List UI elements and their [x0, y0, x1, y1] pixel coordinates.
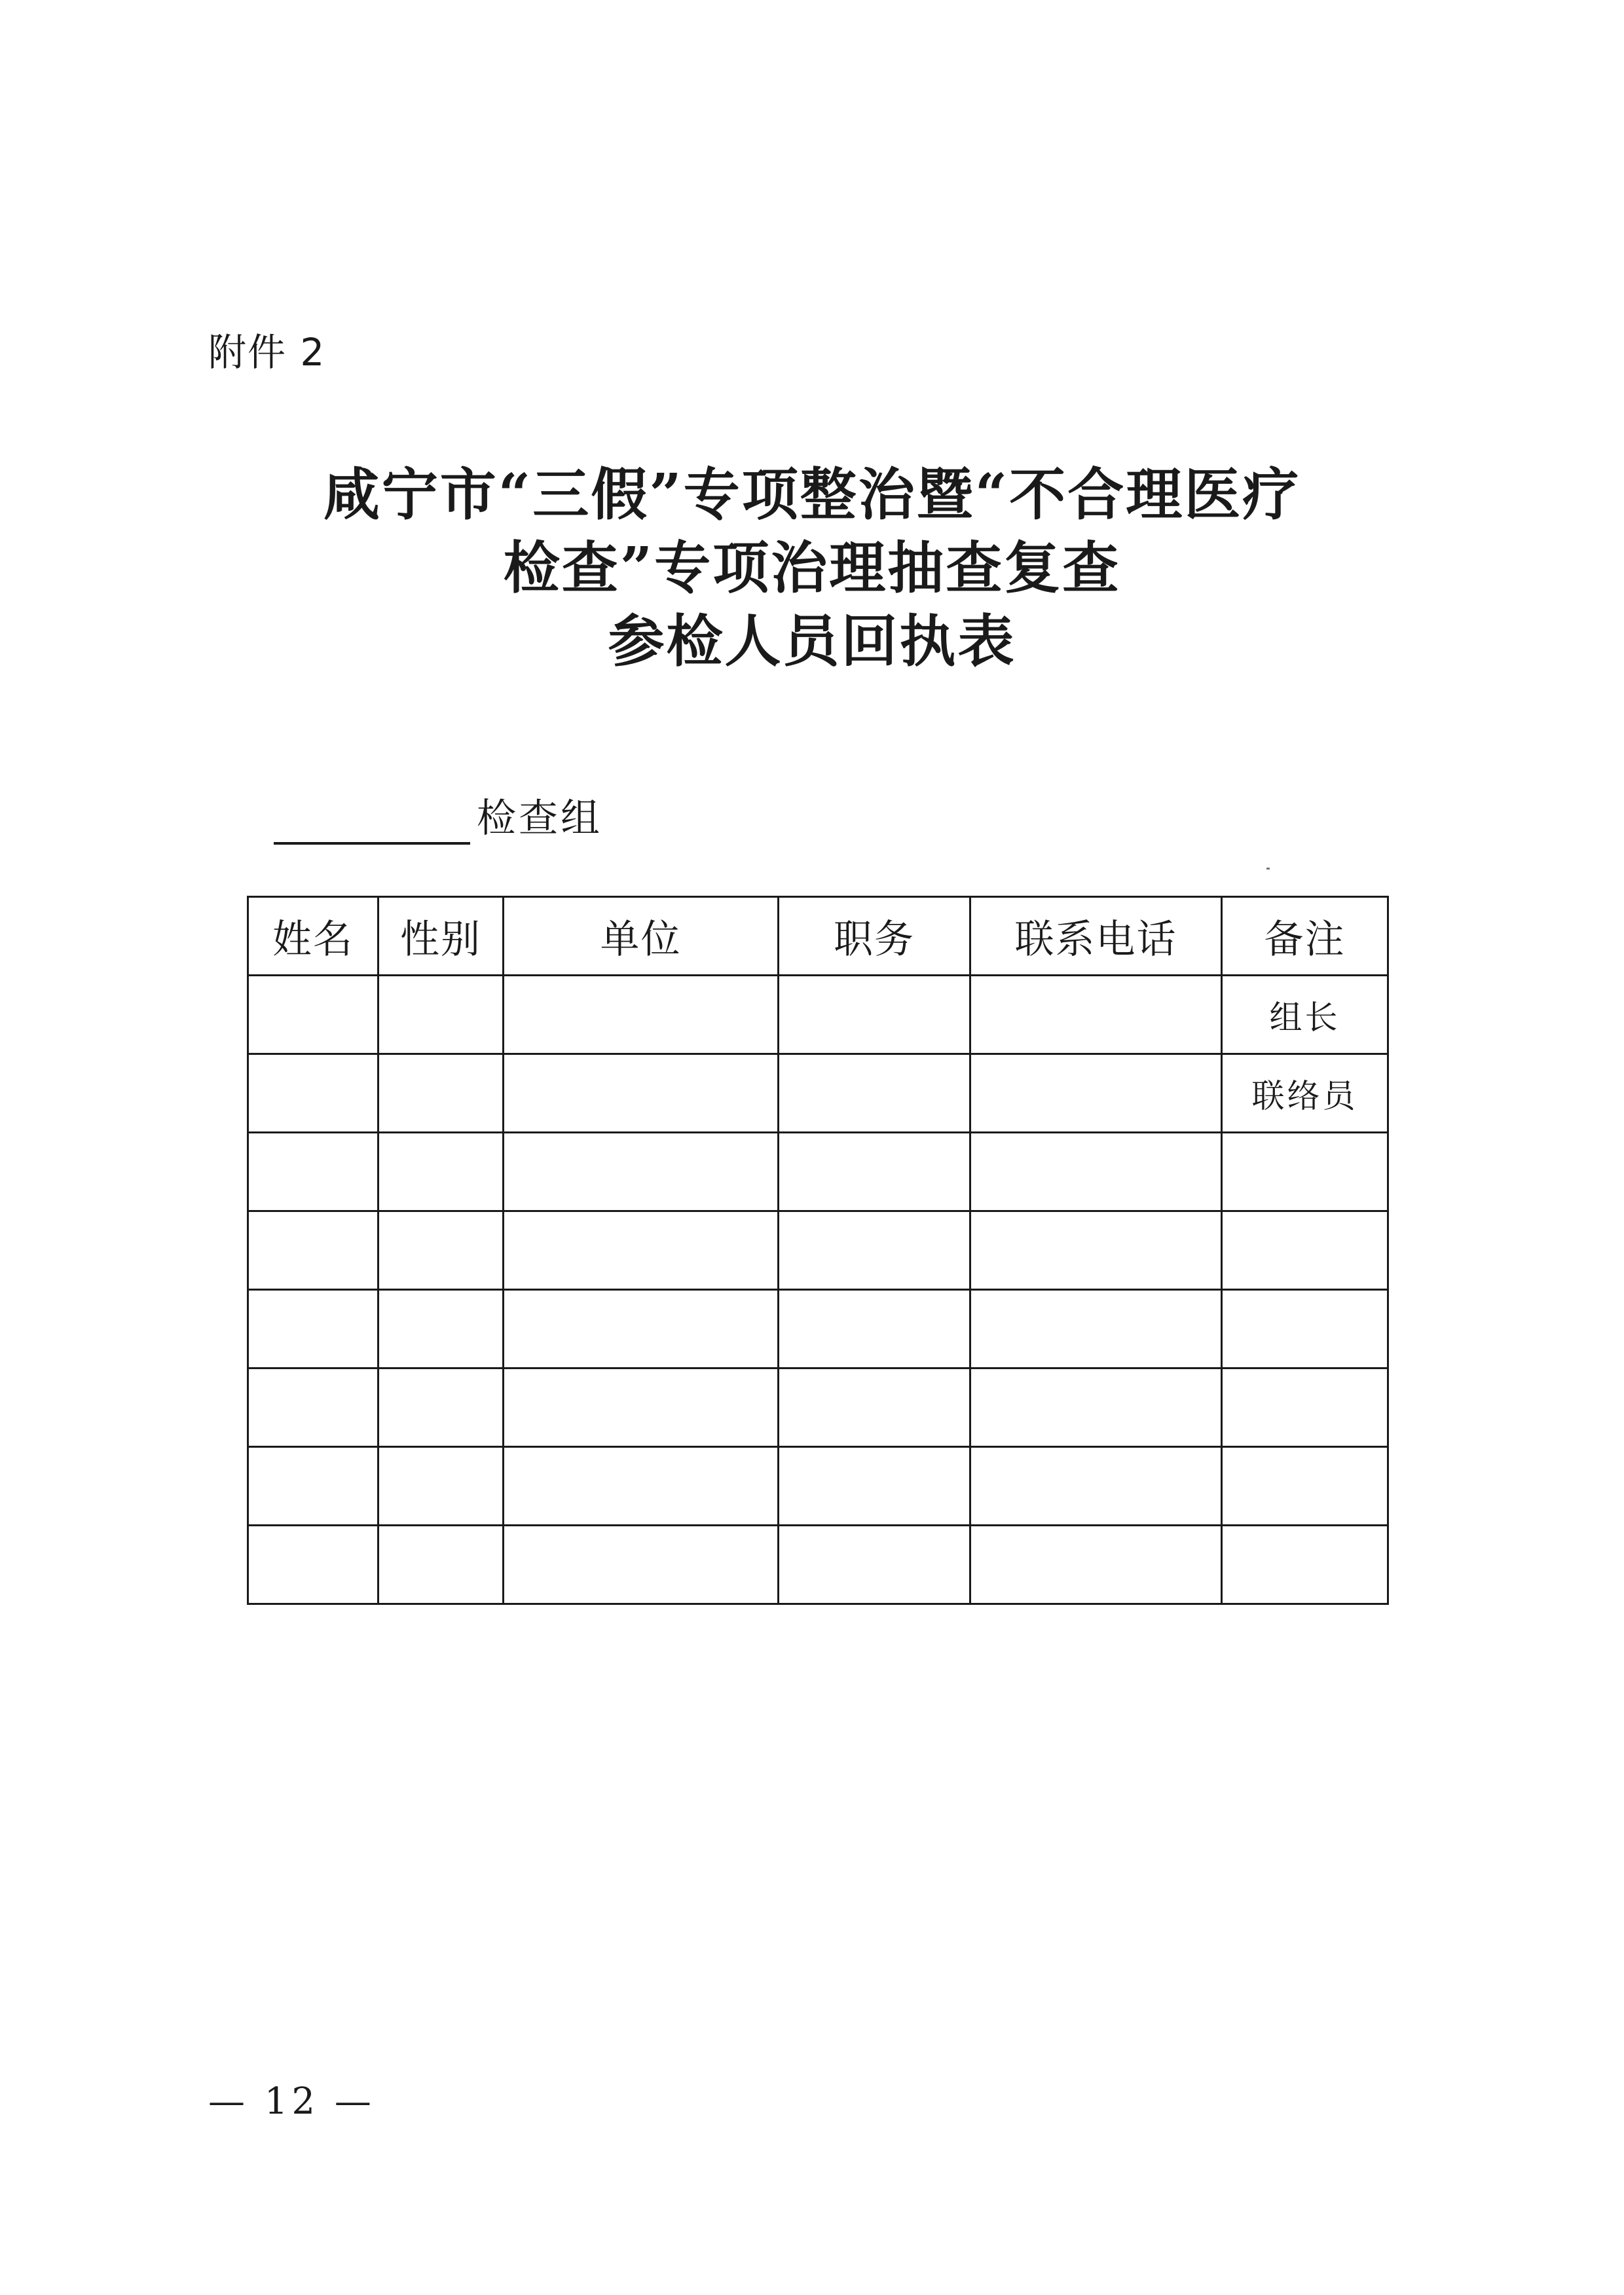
- header-remarks: 备注: [1222, 897, 1388, 976]
- cell-name[interactable]: [248, 1368, 378, 1447]
- cell-phone[interactable]: [970, 1290, 1222, 1368]
- cell-name[interactable]: [248, 1526, 378, 1604]
- cell-unit[interactable]: [504, 976, 779, 1054]
- header-position: 职务: [779, 897, 970, 976]
- cell-unit[interactable]: [504, 1054, 779, 1133]
- cell-position[interactable]: [779, 1447, 970, 1526]
- table-row: [248, 1054, 1388, 1133]
- cell-remark[interactable]: [1222, 1447, 1388, 1526]
- table-header-row: [248, 897, 1388, 976]
- cell-remark[interactable]: [1222, 1133, 1388, 1211]
- cell-gender[interactable]: [378, 1133, 504, 1211]
- cell-remark[interactable]: [1222, 1526, 1388, 1604]
- cell-gender[interactable]: [378, 1526, 504, 1604]
- inspection-group-line: [274, 792, 602, 845]
- cell-gender[interactable]: [378, 1290, 504, 1368]
- cell-name[interactable]: [248, 1290, 378, 1368]
- table-row: [248, 1211, 1388, 1290]
- cell-remark[interactable]: [1222, 1211, 1388, 1290]
- cell-phone[interactable]: [970, 1368, 1222, 1447]
- cell-phone[interactable]: [970, 1447, 1222, 1526]
- cell-name[interactable]: [248, 1447, 378, 1526]
- cell-unit[interactable]: [504, 1211, 779, 1290]
- attachment-label: 附件 2: [208, 330, 326, 375]
- header-phone: 联系电话: [970, 897, 1222, 976]
- cell-position[interactable]: [779, 1211, 970, 1290]
- cell-unit[interactable]: [504, 1368, 779, 1447]
- cell-position[interactable]: [779, 1290, 970, 1368]
- table-row: [248, 1290, 1388, 1368]
- cell-phone[interactable]: [970, 1054, 1222, 1133]
- table-row: [248, 1447, 1388, 1526]
- cell-gender[interactable]: [378, 1054, 504, 1133]
- cell-position[interactable]: [779, 1526, 970, 1604]
- cell-position[interactable]: [779, 1133, 970, 1211]
- page-number: — 12 —: [208, 2080, 375, 2123]
- cell-gender[interactable]: [378, 1368, 504, 1447]
- table-row: [248, 1526, 1388, 1604]
- document-title: [0, 458, 1624, 678]
- cell-position[interactable]: [779, 976, 970, 1054]
- table-row: [248, 1133, 1388, 1211]
- title-line-3: 参检人员回执表: [608, 608, 1016, 674]
- cell-remark[interactable]: [1222, 1368, 1388, 1447]
- cell-name[interactable]: [248, 1211, 378, 1290]
- header-gender: 性别: [378, 897, 504, 976]
- table-row: [248, 1368, 1388, 1447]
- cell-gender[interactable]: [378, 976, 504, 1054]
- header-name: 姓名: [248, 897, 378, 976]
- participant-table: [247, 896, 1389, 1605]
- cell-name[interactable]: [248, 976, 378, 1054]
- cell-unit[interactable]: [504, 1447, 779, 1526]
- header-unit: 单位: [504, 897, 779, 976]
- group-name-blank[interactable]: [274, 798, 470, 845]
- cell-gender[interactable]: [378, 1447, 504, 1526]
- cell-remark: 组长: [1222, 976, 1388, 1054]
- table-row: [248, 976, 1388, 1054]
- cell-phone[interactable]: [970, 1133, 1222, 1211]
- cell-unit[interactable]: [504, 1526, 779, 1604]
- group-suffix-label: 检查组: [477, 796, 602, 841]
- title-line-2: 检查”专项治理抽查复查: [503, 535, 1121, 601]
- scan-speck: [1266, 868, 1270, 870]
- cell-unit[interactable]: [504, 1133, 779, 1211]
- cell-position[interactable]: [779, 1054, 970, 1133]
- title-line-1: 咸宁市“三假”专项整治暨“不合理医疗: [323, 462, 1301, 528]
- cell-phone[interactable]: [970, 1211, 1222, 1290]
- cell-gender[interactable]: [378, 1211, 504, 1290]
- cell-name[interactable]: [248, 1054, 378, 1133]
- cell-remark: 联络员: [1222, 1054, 1388, 1133]
- cell-phone[interactable]: [970, 976, 1222, 1054]
- cell-name[interactable]: [248, 1133, 378, 1211]
- cell-phone[interactable]: [970, 1526, 1222, 1604]
- cell-position[interactable]: [779, 1368, 970, 1447]
- cell-remark[interactable]: [1222, 1290, 1388, 1368]
- cell-unit[interactable]: [504, 1290, 779, 1368]
